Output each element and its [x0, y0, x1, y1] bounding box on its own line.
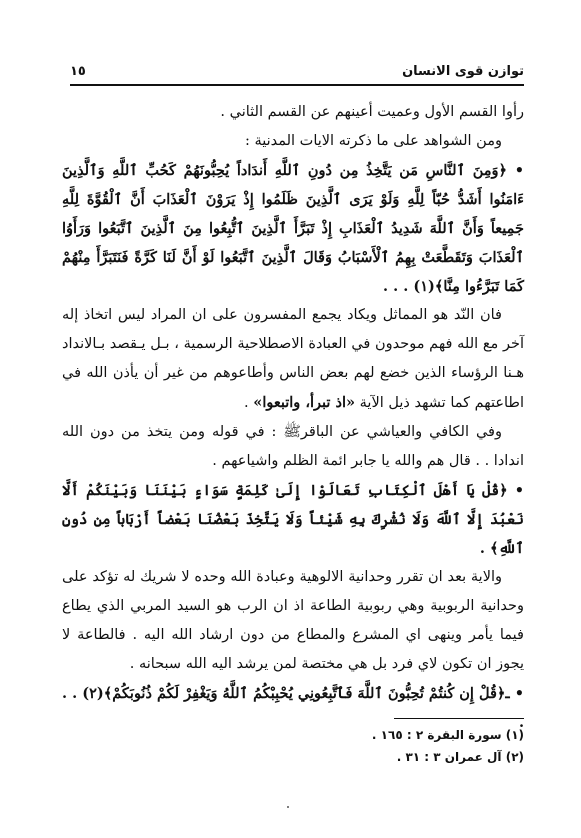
verse-reference: (٢) . . . — [62, 685, 524, 731]
paragraph-end: . — [244, 395, 249, 411]
paragraph: والاية بعد ان تقرر وحدانية الالوهية وعبادة الله وحده لا شريك له تؤكد على وحدانية الربوبية وهي ربوبية الطاعة اذ ان الرب هو السيد المربي الذي يطاع فيما يأمر وينهى اي المشرع والمطاع من دون ارشاد الله اليه . فالطاعة لا يجوز ان تكون لاي فرد بل هي مختصة لمن يرشد اليه الله سبحانه . — [62, 569, 524, 672]
verse-text: • ـ﴿قُلْ إِن كُنتُمْ تُحِبُّونَ ٱللَّهَ فَٱتَّبِعُونِي يُحْبِبْكُمُ ٱللَّهُ وَيَغْفِرْ لَكُمْ ذُنُوبَكُمْ﴾ — [103, 685, 524, 702]
verse-reference: (١) . . . — [383, 278, 435, 295]
header-title: توازن قوى الانسان — [402, 64, 524, 79]
paragraph: وفي الكافي والعياشي عن الباقرﷺ : في قوله ومن يتخذ من دون الله اندادا . . قال هم والله يا جابر ائمة الظلم واشياعهم . — [62, 424, 524, 469]
footnote-rule — [394, 718, 524, 719]
page-mark — [287, 806, 289, 808]
footnotes — [300, 724, 524, 768]
footnote: (١) سورة البقرة ٢ : ١٦٥ . — [371, 728, 524, 742]
footnote: (٢) آل عمران ٣ : ٣١ . — [396, 750, 524, 764]
running-header — [70, 62, 524, 84]
quran-verse: • ﴿قُلْ يَا أَهْلَ ٱلْكِتَابِ تَعَالَوْا إِلَىٰ كَلِمَةٍ سَوَاءٍ بَيْنَنَا وَبَيْنَكُمْ أَلَّا نَعْبُدَ إِلَّا ٱللَّهَ وَلَا نُشْرِكَ بِهِ شَيْئاً وَلَا يَتَّخِذَ بَعْضُنَا بَعْضاً أَرْبَاباً مِن دُونِ ٱللَّهِ﴾ . — [62, 482, 524, 557]
paragraph: رأوا القسم الأول وعميت أعينهم عن القسم الثاني . — [220, 104, 524, 120]
paragraph-text: فان النّد هو المماثل ويكاد يجمع المفسرون على ان المراد ليس اتخاذ إله آخر مع الله فهم موحدون في العبادة الاصطلاحية الرسمية ، بـل يـقصد بـالانداد هـنا الرؤساء الذين خضع لهم بعض الناس وأطاعوهم من غير أن يأذن الله في اطاعتهم كما تشهد ذيل الآية — [62, 307, 524, 411]
paragraph — [62, 301, 524, 418]
body-text — [62, 98, 524, 737]
verse-text: • ﴿وَمِنَ ٱلنَّاسِ مَن يَتَّخِذُ مِن دُونِ ٱللَّهِ أَندَاداً يُحِبُّونَهُمْ كَحُبِّ ٱللَّهِ وَٱلَّذِينَ ءَامَنُوا أَشَدُّ حُبّاً لِلَّهِ وَلَوْ يَرَى ٱلَّذِينَ ظَلَمُوا إِذْ يَرَوْنَ ٱلْعَذَابَ أَنَّ ٱلْقُوَّةَ لِلَّهِ جَمِيعاً وَأَنَّ ٱللَّهَ شَدِيدُ ٱلْعَذَابِ إِذْ تَبَرَّأَ ٱلَّذِينَ ٱتُّبِعُوا مِنَ ٱلَّذِينَ ٱتَّبَعُوا وَرَأَوُا ٱلْعَذَابَ وَتَقَطَّعَتْ بِهِمُ ٱلْأَسْبَابُ وَقَالَ ٱلَّذِينَ ٱتَّبَعُوا لَوْ أَنَّ لَنَا كَرَّةً فَنَتَبَرَّأَ مِنْهُمْ كَمَا تَبَرَّءُوا مِنَّا﴾ — [62, 162, 524, 295]
header-rule — [70, 84, 524, 86]
quran-verse — [62, 156, 524, 301]
paragraph: ومن الشواهد على ما ذكرته الايات المدنية : — [244, 133, 502, 149]
page-number: ١٥ — [70, 64, 86, 79]
quoted-phrase: «اذ تبرأ، واتبعوا» — [253, 394, 356, 411]
